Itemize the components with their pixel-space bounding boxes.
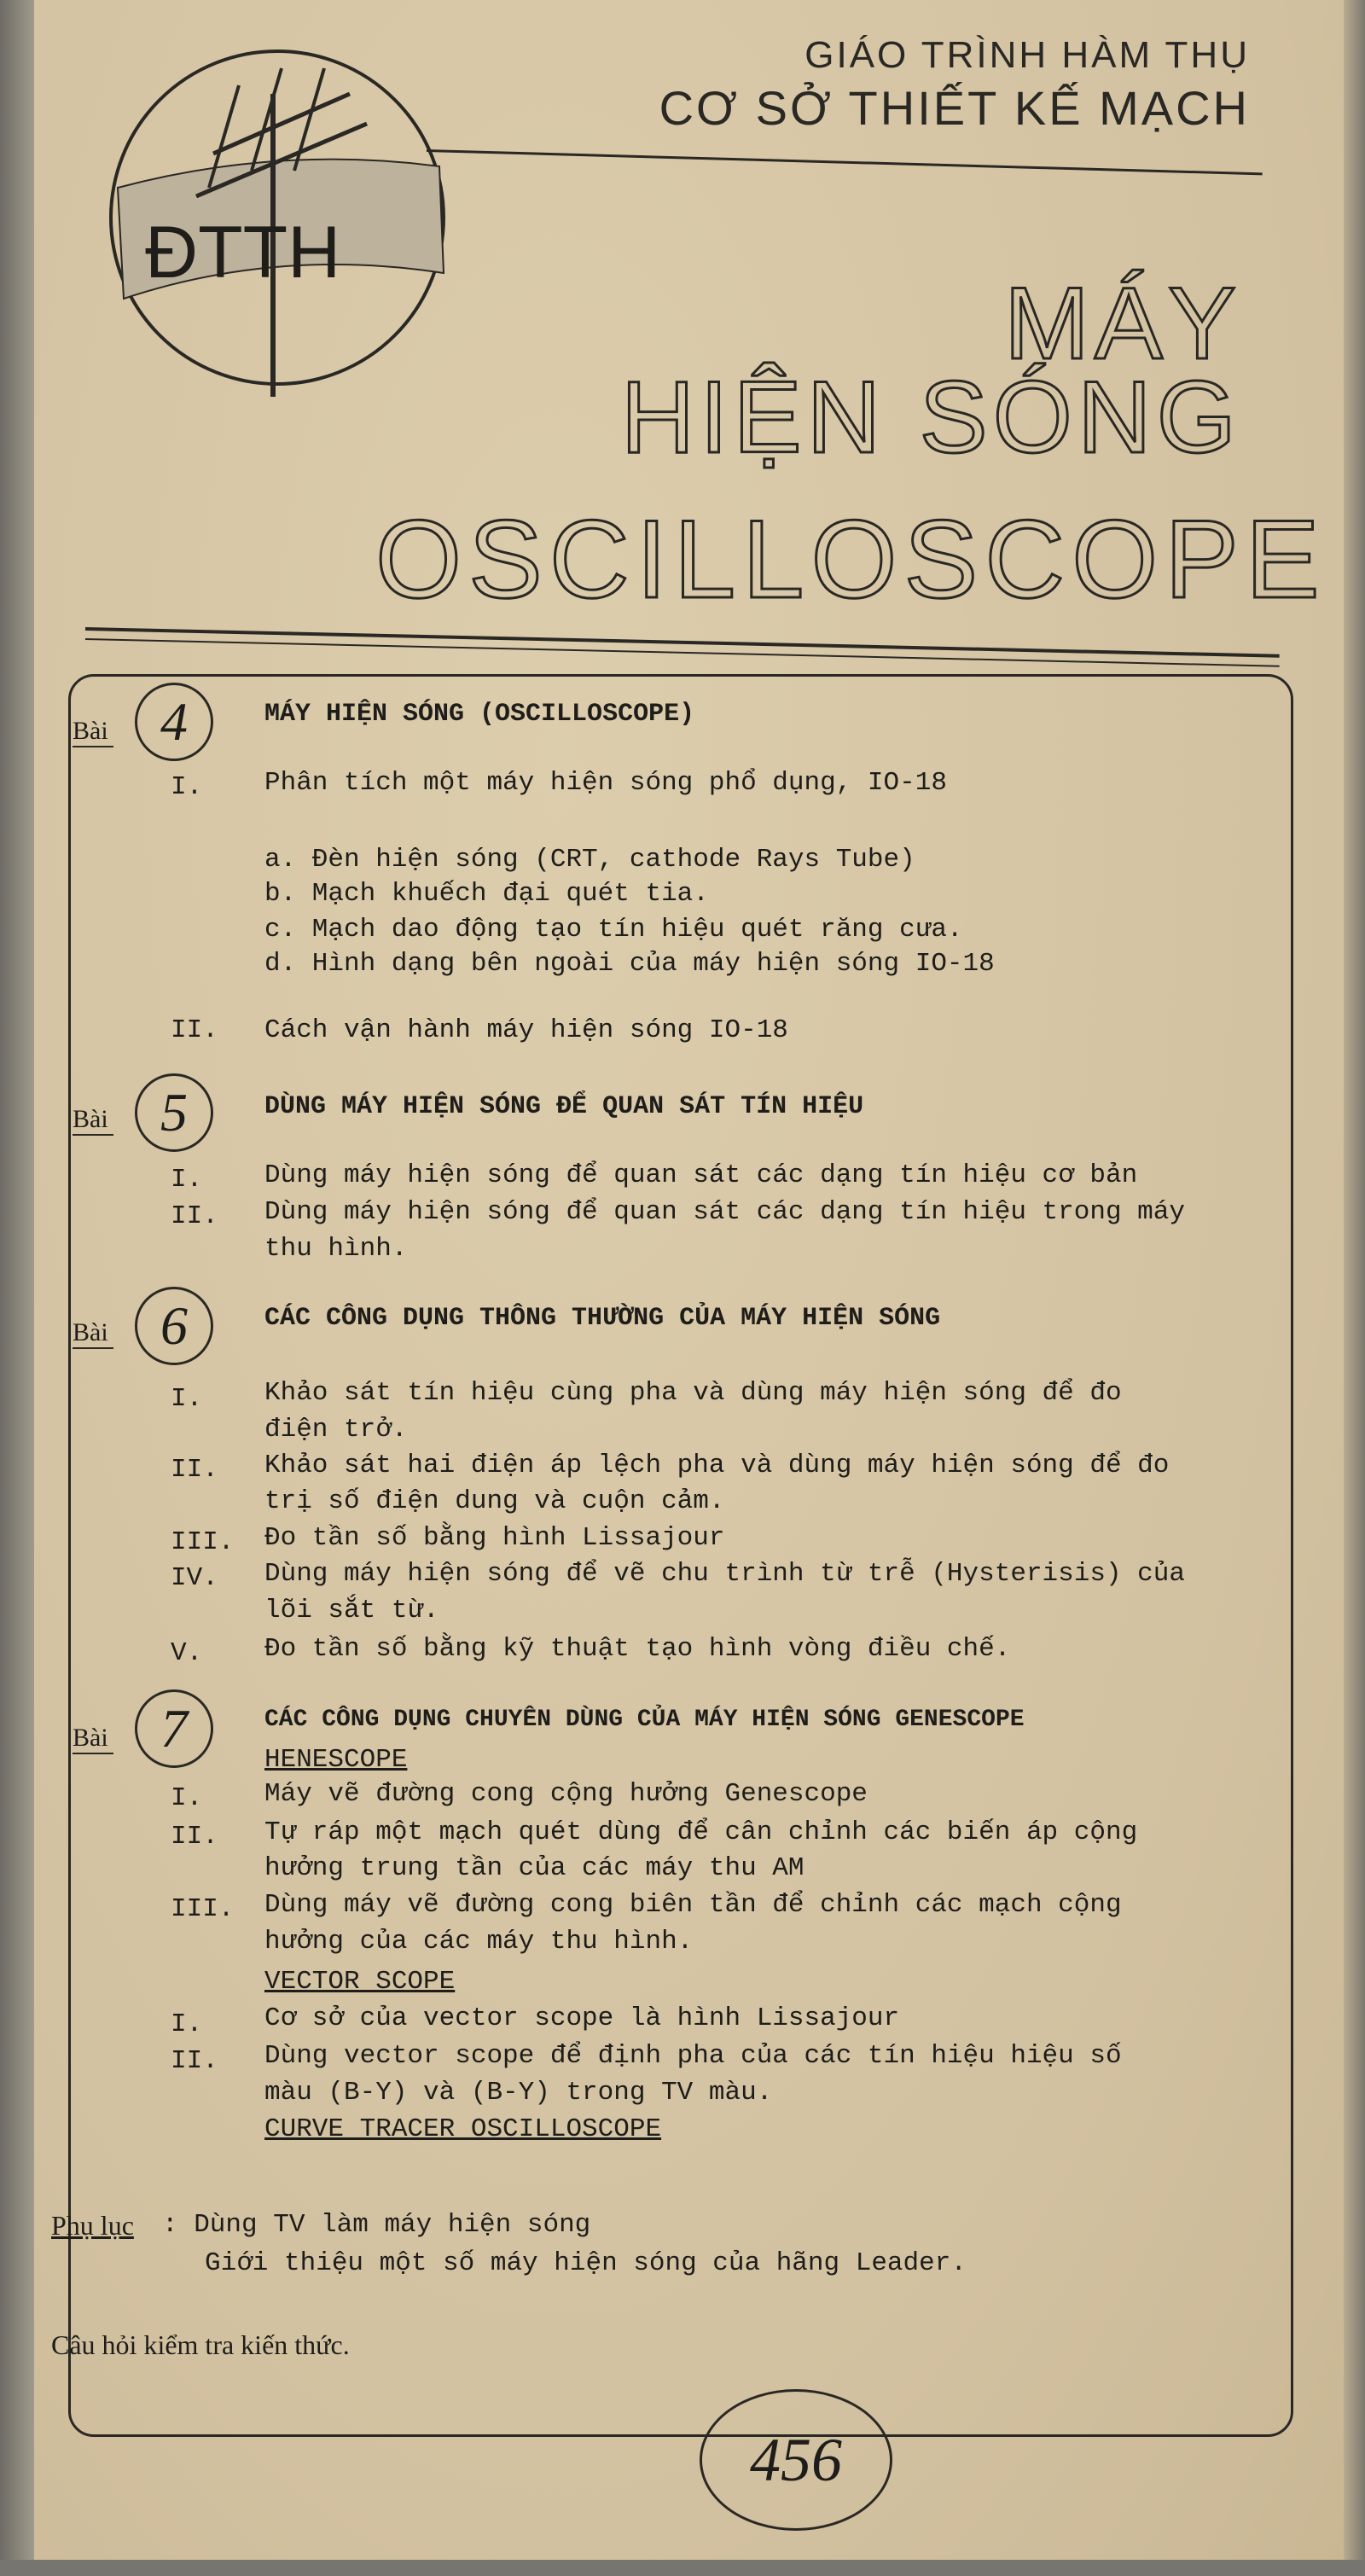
title-line-2: HIỆN SÓNG — [620, 360, 1241, 474]
lesson-label: Bài — [73, 1105, 113, 1136]
lesson-label: Bài — [73, 717, 113, 747]
appendix-line-2: Giới thiệu một số máy hiện sóng của hãng Leader. — [205, 2248, 967, 2278]
lesson-number: 4 — [135, 683, 213, 761]
lesson-label: Bài — [73, 1724, 113, 1754]
item-text: a. Đèn hiện sóng (CRT, cathode Rays Tube) — [264, 845, 915, 875]
item-text: Dùng máy hiện sóng để quan sát các dạng tín hiệu cơ bản — [264, 1160, 1138, 1190]
page-edge — [1344, 0, 1365, 2576]
lesson-title: DÙNG MÁY HIỆN SÓNG ĐỂ QUAN SÁT TÍN HIỆU — [264, 1092, 864, 1121]
item-numeral: I. — [171, 1783, 203, 1813]
appendix-line-1: : Dùng TV làm máy hiện sóng — [162, 2210, 591, 2240]
page-number: 456 — [700, 2389, 892, 2531]
section-heading: CURVE TRACER OSCILLOSCOPE — [264, 2114, 662, 2144]
item-text: Phân tích một máy hiện sóng phổ dụng, IO-18 — [264, 768, 947, 798]
item-text: Khảo sát hai điện áp lệch pha và dùng máy hiện sóng để đo — [264, 1451, 1170, 1480]
item-text: d. Hình dạng bên ngoài của máy hiện sóng IO-18 — [264, 949, 995, 979]
lesson-label: Bài — [73, 1318, 113, 1349]
section-heading: HENESCOPE — [264, 1745, 408, 1775]
lesson-number: 7 — [135, 1689, 213, 1768]
item-text: điện trở. — [264, 1415, 408, 1445]
logo-text: ĐTTH — [145, 212, 341, 294]
lesson-title: CÁC CÔNG DỤNG THÔNG THƯỜNG CỦA MÁY HIỆN SÓNG — [264, 1304, 941, 1333]
item-text: lõi sắt từ. — [264, 1596, 439, 1625]
item-text: Dùng máy hiện sóng để quan sát các dạng tín hiệu trong máy — [264, 1197, 1185, 1227]
item-text: Đo tần số bằng hình Lissajour — [264, 1523, 725, 1553]
item-text: Đo tần số bằng kỹ thuật tạo hình vòng điều chế. — [264, 1634, 1011, 1664]
series-title — [659, 34, 1250, 136]
item-numeral: II. — [171, 1015, 218, 1045]
book-spine — [0, 0, 34, 2576]
item-text: trị số điện dung và cuộn cảm. — [264, 1486, 725, 1516]
lesson-number: 5 — [135, 1073, 213, 1152]
item-numeral: IV. — [171, 1563, 218, 1593]
item-text: hưởng của các máy thu hình. — [264, 1927, 694, 1957]
item-numeral: I. — [171, 2009, 203, 2039]
logo-emblem — [85, 17, 486, 418]
item-numeral: I. — [171, 772, 203, 802]
item-text: thu hình. — [264, 1234, 408, 1264]
item-text: màu (B-Y) và (B-Y) trong TV màu. — [264, 2078, 773, 2108]
item-numeral: V. — [171, 1638, 203, 1668]
divider — [427, 149, 1263, 175]
item-text: Dùng máy vẽ đường cong biên tần để chỉnh các mạch cộng — [264, 1890, 1122, 1920]
title-line-1: MÁY — [1003, 266, 1241, 381]
item-text: Máy vẽ đường cong cộng hưởng Genescope — [264, 1779, 868, 1809]
item-text: Cách vận hành máy hiện sóng IO-18 — [264, 1015, 788, 1045]
lesson-number: 6 — [135, 1287, 213, 1365]
review-questions: Câu hỏi kiểm tra kiến thức. — [51, 2329, 350, 2360]
item-numeral: III. — [171, 1894, 235, 1924]
item-text: b. Mạch khuếch đại quét tia. — [264, 879, 709, 909]
document-page — [34, 0, 1344, 2560]
appendix-label: Phụ lục — [51, 2210, 134, 2241]
title-line-3: OSCILLOSCOPE — [375, 497, 1327, 621]
item-text: Khảo sát tín hiệu cùng pha và dùng máy hiện sóng để đo — [264, 1378, 1122, 1408]
item-numeral: III. — [171, 1527, 235, 1557]
item-numeral: II. — [171, 1201, 218, 1231]
item-text: Tự ráp một mạch quét dùng để cân chỉnh các biến áp cộng — [264, 1817, 1138, 1847]
item-text: Dùng máy hiện sóng để vẽ chu trình từ trễ (Hysterisis) của — [264, 1559, 1185, 1589]
series-line-1: GIÁO TRÌNH HÀM THỤ — [804, 34, 1250, 76]
item-numeral: II. — [171, 2046, 218, 2076]
item-text: Dùng vector scope để định pha của các tín hiệu hiệu số — [264, 2041, 1122, 2071]
item-text: Cơ sở của vector scope là hình Lissajour — [264, 2003, 900, 2033]
item-numeral: II. — [171, 1822, 218, 1852]
lesson-title: MÁY HIỆN SÓNG (OSCILLOSCOPE) — [264, 700, 695, 729]
table-surface — [0, 2560, 1365, 2576]
section-heading: VECTOR SCOPE — [264, 1967, 456, 1997]
item-numeral: I. — [171, 1165, 203, 1195]
item-text: hưởng trung tần của các máy thu AM — [264, 1853, 804, 1883]
item-numeral: I. — [171, 1384, 203, 1414]
item-text: c. Mạch dao động tạo tín hiệu quét răng cưa. — [264, 915, 963, 945]
lesson-title: CÁC CÔNG DỤNG CHUYÊN DÙNG CỦA MÁY HIỆN SÓNG GENESCOPE — [264, 1707, 1025, 1733]
series-line-2: CƠ SỞ THIẾT KẾ MẠCH — [659, 81, 1250, 135]
item-numeral: II. — [171, 1455, 218, 1485]
